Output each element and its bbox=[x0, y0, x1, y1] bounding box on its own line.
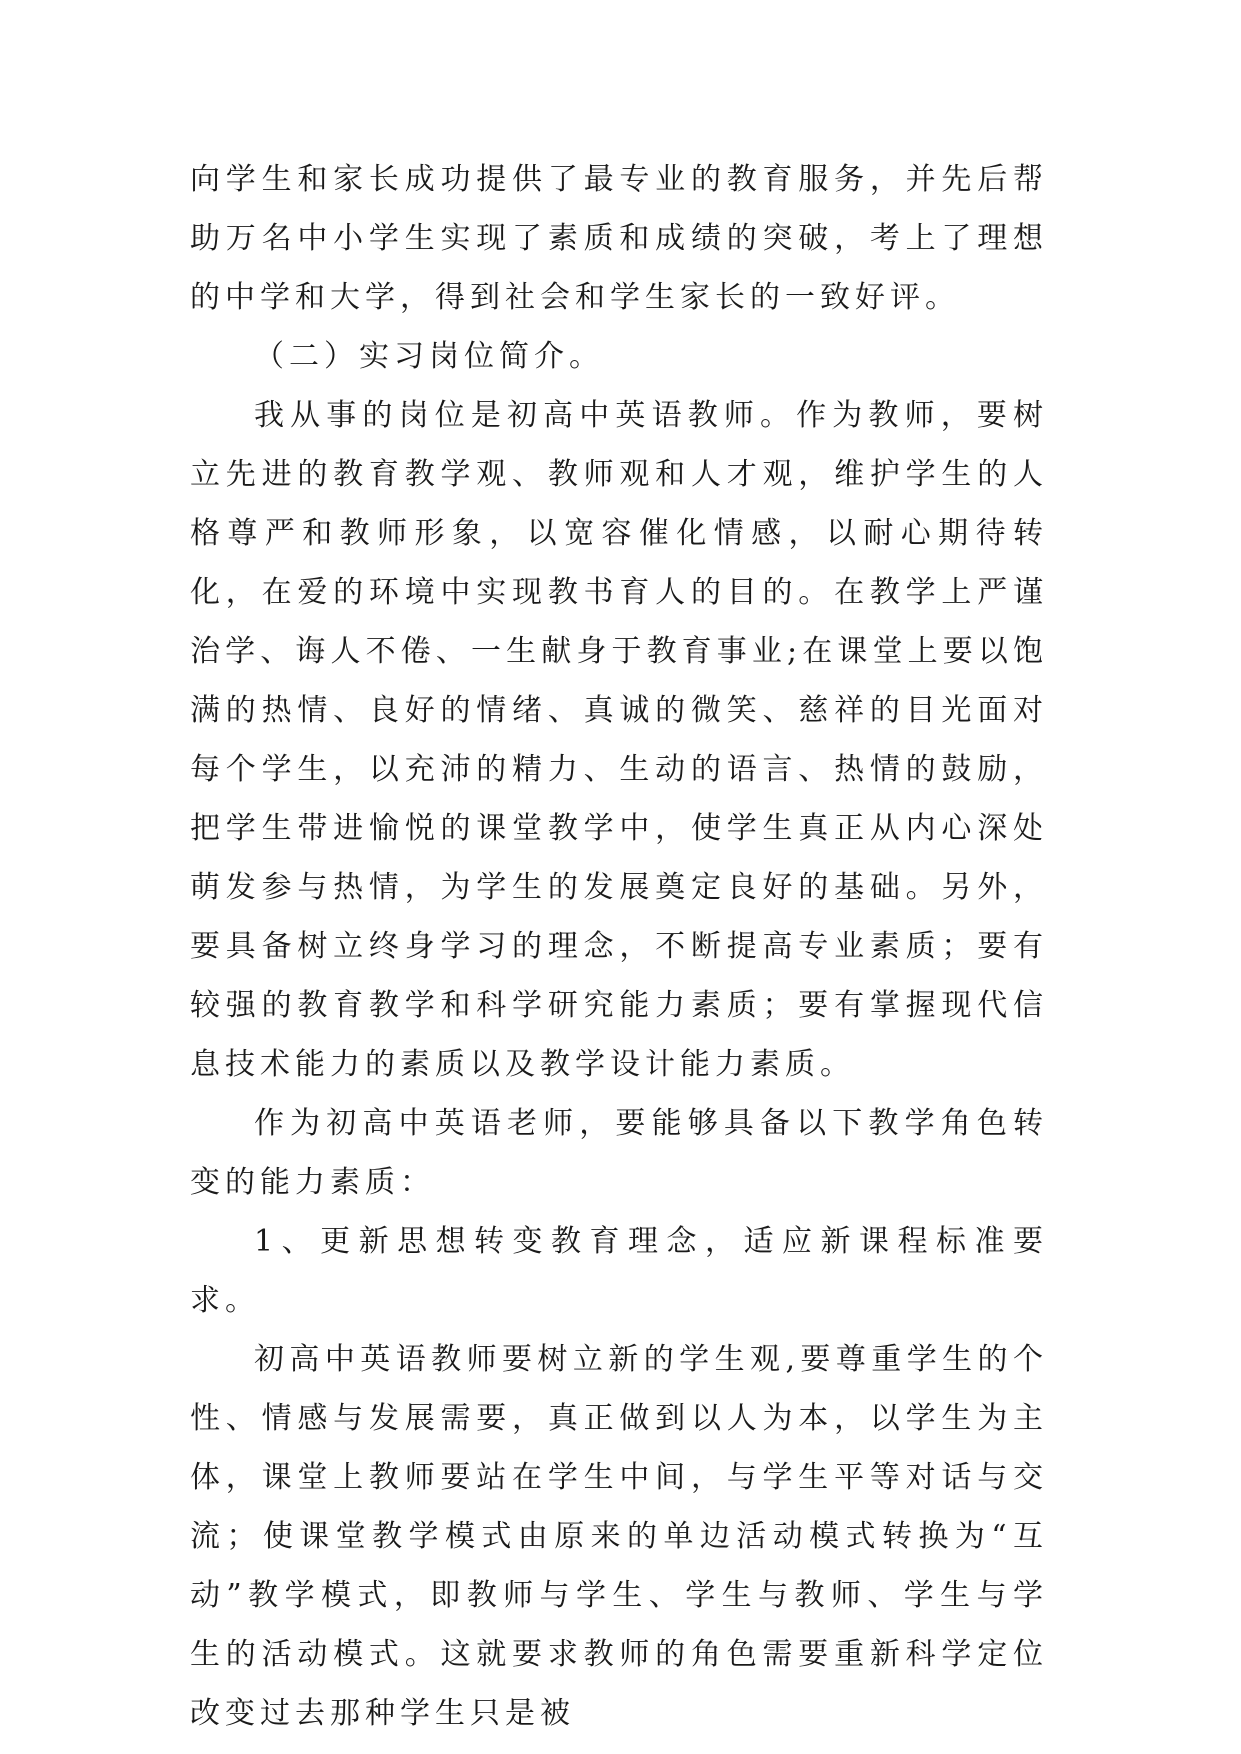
list-item-heading-1: 1、更新思想转变教育理念，适应新课程标准要求。 bbox=[190, 1224, 1048, 1318]
paragraph-role-abilities: 作为初高中英语老师，要能够具备以下教学角色转变的能力素质： bbox=[190, 1106, 1048, 1200]
section-heading-internship-position: （二）实习岗位简介。 bbox=[254, 339, 604, 374]
paragraph-intro-continuation: 向学生和家长成功提供了最专业的教育服务，并先后帮助万名中小学生实现了素质和成绩的突破，考上了理想的中学和大学，得到社会和学生家长的一致好评。 bbox=[190, 162, 1048, 315]
paragraph-student-view: 初高中英语教师要树立新的学生观,要尊重学生的个性、情感与发展需要，真正做到以人为本，以学生为主体，课堂上教师要站在学生中间，与学生平等对话与交流；使课堂教学模式由原来的单边活动模式转换为“互动”教学模式，即教师与学生、学生与教师、学生与学生的活动模式。这就要求教师的角色需要重新科学定位改变过去那种学生只是被 bbox=[190, 1342, 1048, 1731]
paragraph-position-description: 我从事的岗位是初高中英语教师。作为教师，要树立先进的教育教学观、教师观和人才观，维护学生的人格尊严和教师形象，以宽容催化情感，以耐心期待转化，在爱的环境中实现教书育人的目的。在教学上严谨治学、诲人不倦、一生献身于教育事业;在课堂上要以饱满的热情、良好的情绪、真诚的微笑、慈祥的目光面对每个学生，以充沛的精力、生动的语言、热情的鼓励，把学生带进愉悦的课堂教学中，使学生真正从内心深处萌发参与热情，为学生的发展奠定良好的基础。另外，要具备树立终身学习的理念，不断提高专业素质；要有较强的教育教学和科学研究能力素质；要有掌握现代信息技术能力的素质以及教学设计能力素质。 bbox=[190, 398, 1048, 1082]
document-body bbox=[190, 150, 1048, 1743]
